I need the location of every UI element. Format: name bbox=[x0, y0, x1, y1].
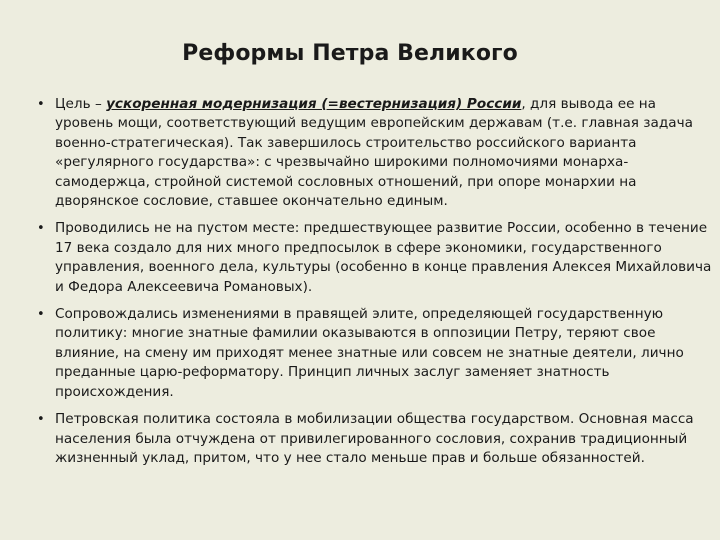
bullet-text: Сопровождались изменениями в правящей элите, определяющей государственную политику: многие знатные фамилии оказываются в оппозиции Петру, теряют свое влияние, на смену им приходят менее знатные или совсем не знатные деятели, лично преданные царю-реформатору. Принцип личных заслуг заменяет знатность происхождения. bbox=[55, 306, 684, 400]
bullet-icon: • bbox=[37, 221, 45, 237]
bullet-text: Проводились не на пустом месте: предшествующее развитие России, особенно в течение 17 века создало для них много предпосылок в сфере экономики, государственного управления, военного дела, культуры (особенно в конце правления Алексея Михайловича и Федора Алексеевича Романовых). bbox=[55, 220, 712, 295]
bullet-item bbox=[37, 305, 713, 402]
bullet-item bbox=[37, 95, 713, 211]
bullet-icon: • bbox=[37, 412, 45, 428]
bullet-icon: • bbox=[37, 307, 45, 323]
bullet-prefix: Цель – bbox=[55, 96, 107, 112]
bullet-item bbox=[37, 219, 713, 297]
bullet-list bbox=[37, 95, 713, 476]
bullet-text: , для вывода ее на уровень мощи, соответствующий ведущим европейским державам (т.е. главная задача военно-стратегическая). Так завершилось строительство российского варианта «регулярного государства»: с чрезвычайно широкими полномочиями монарха-самодержца, стройной системой сословных отношений, при опоре монархии на дворянское сословие, ставшее окончательно единым. bbox=[55, 96, 693, 210]
bullet-icon: • bbox=[37, 97, 45, 112]
bullet-text: Петровская политика состояла в мобилизации общества государством. Основная масса населения была отчуждена от привилегированного сословия, сохранив традиционный жизненный уклад, притом, что у нее стало меньше прав и больше обязанностей. bbox=[55, 411, 694, 466]
bullet-item bbox=[37, 410, 713, 468]
bullet-emphasis: ускоренная модернизация (=вестернизация) России bbox=[106, 96, 522, 112]
slide-title: Реформы Петра Великого bbox=[182, 41, 518, 66]
